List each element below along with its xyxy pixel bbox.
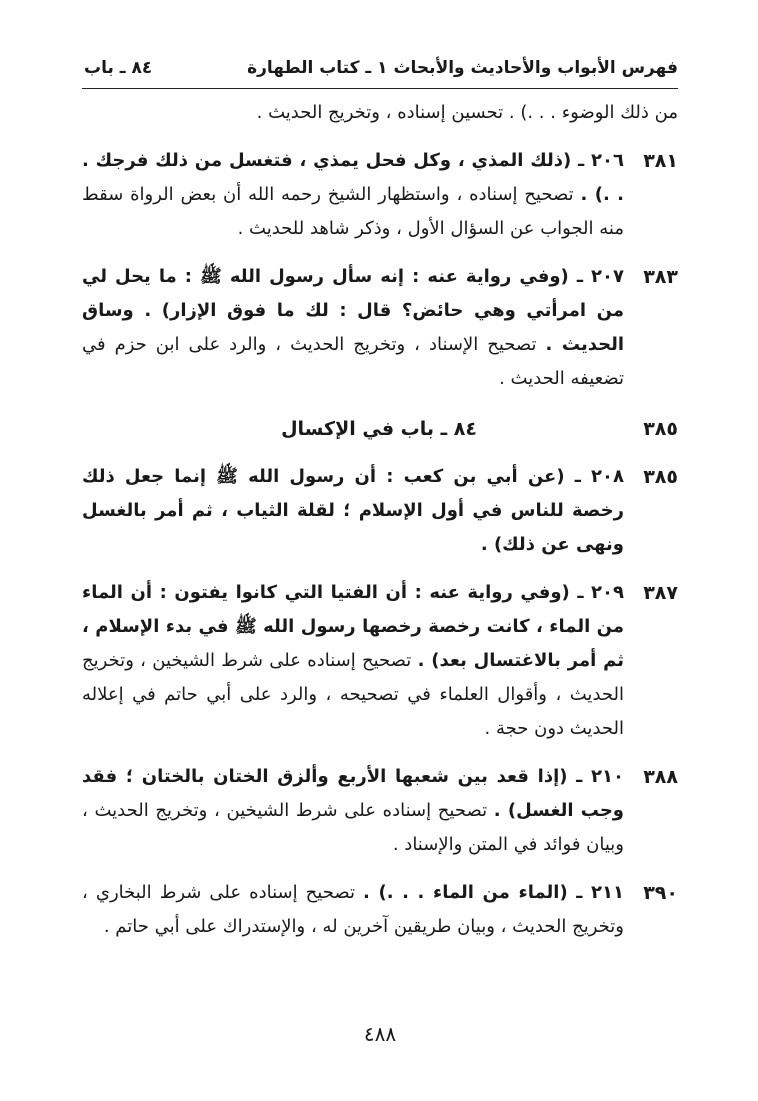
entry-page-number: ٣٨٣ — [643, 266, 678, 288]
entry-text — [82, 260, 624, 396]
chapter-page-number: ٣٨٥ — [643, 418, 678, 440]
intro-text: من ذلك الوضوء . . .) . تحسين إسناده ، وتخريج الحديث . — [256, 102, 678, 123]
chapter-heading-row — [82, 412, 678, 446]
entry-note: تصحيح إسناده ، واستظهار الشيخ رحمه الله أن بعض الرواة سقط منه الجواب عن السؤال الأول ، وذكر شاهد للحديث . — [82, 184, 624, 239]
entry-text — [82, 576, 624, 746]
index-content — [82, 96, 678, 944]
entry-text — [82, 460, 624, 562]
page-number: ٤٨٨ — [363, 1022, 397, 1046]
entry-text — [82, 144, 624, 246]
index-entry — [82, 576, 678, 746]
chapter-heading: ٨٤ ـ باب في الإكسال — [281, 418, 477, 440]
entry-text — [82, 760, 624, 862]
index-entry — [82, 260, 678, 396]
entry-note: تصحيح الإسناد ، وتخريج الحديث ، والرد على ابن حزم في تضعيفه الحديث . — [82, 334, 624, 389]
entry-note: تصحيح إسناده على شرط الشيخين ، وتخريج الحديث ، وبيان فوائد في المتن والإسناد . — [82, 800, 624, 855]
entry-hadith: ٢٠٨ ـ (عن أبي بن كعب : أن رسول الله ﷺ إنما جعل ذلك رخصة للناس في أول الإسلام ؛ لقلة الثياب ، ثم أمر بالغسل ونهى عن ذلك) . — [82, 466, 624, 555]
document-page — [82, 52, 678, 1082]
header-section: ٨٤ ـ باب — [84, 58, 153, 78]
header-title: فهرس الأبواب والأحاديث والأبحاث ١ ـ كتاب الطهارة — [247, 58, 678, 78]
entry-note: تصحيح إسناده على شرط الشيخين ، وتخريج الحديث ، وأقوال العلماء في تصحيحه ، والرد على أبي حاتم في إعلاله الحديث دون حجة . — [82, 650, 624, 739]
entry-hadith: ٢٠٧ ـ (وفي رواية عنه : إنه سأل رسول الله ﷺ : ما يحل لي من امرأتي وهي حائض؟ قال : لك ما فوق الإزار) . وساق الحديث . — [82, 266, 624, 355]
entry-page-number: ٣٨٨ — [643, 766, 678, 788]
entry-hadith: ٢٠٦ ـ (ذلك المذي ، وكل فحل يمذي ، فتغسل من ذلك فرجك . . .) . — [82, 150, 624, 205]
entry-hadith: ٢٠٩ ـ (وفي رواية عنه : أن الفتيا التي كانوا يفتون : أن الماء من الماء ، كانت رخصة رخصها رسول الله ﷺ في بدء الإسلام ، ثم أمر بالاغتسال بعد) . — [82, 582, 625, 671]
index-entry — [82, 460, 678, 562]
running-header — [82, 52, 678, 89]
entry-hadith: ٢١١ ـ (الماء من الماء . . .) . — [363, 882, 624, 903]
entry-page-number: ٣٩٠ — [643, 882, 678, 904]
entry-page-number: ٣٨١ — [643, 150, 678, 172]
entry-page-number: ٣٨٧ — [643, 582, 678, 604]
index-entry — [82, 876, 678, 944]
entry-text — [82, 876, 624, 944]
index-entry — [82, 760, 678, 862]
index-entry — [82, 144, 678, 246]
entry-hadith: ٢١٠ ـ (إذا قعد بين شعبها الأربع وألزق الختان بالختان ؛ فقد وجب الغسل) . — [82, 766, 624, 821]
entry-page-number: ٣٨٥ — [643, 466, 678, 488]
entry-note: تصحيح إسناده على شرط البخاري ، وتخريج الحديث ، وبيان طريقين آخرين له ، والإستدراك على أبي حاتم . — [82, 882, 624, 937]
